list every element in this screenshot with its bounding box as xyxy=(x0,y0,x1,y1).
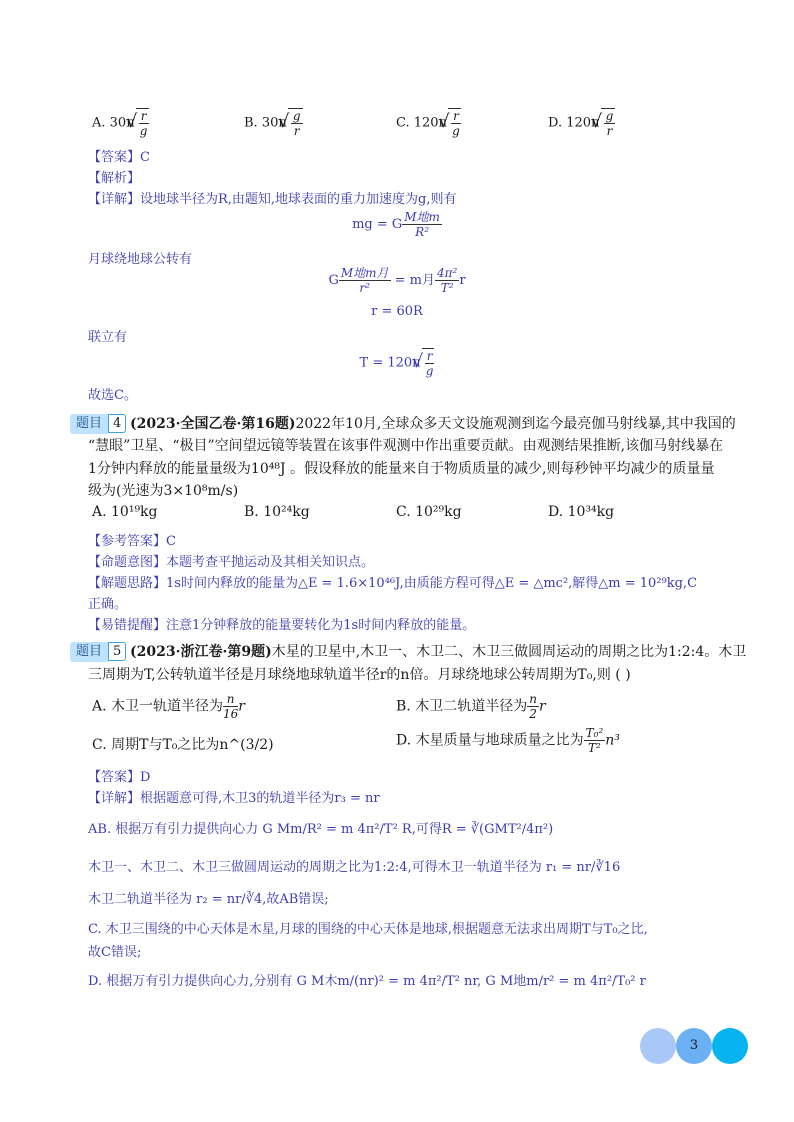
eq2-den: r² xyxy=(359,281,370,295)
q4-line2: “慧眼”卫星、“极目”空间望远镜等装置在该事件观测中作出重要贡献。由观测结果推断,该伽马射线暴在 xyxy=(88,438,724,454)
q3-option-c xyxy=(396,108,461,138)
q4-intent: 【命题意图】本题考查平抛运动及其相关知识点。 xyxy=(88,555,375,570)
page-circle-3 xyxy=(712,1028,748,1064)
q5-option-b-label: B. 木卫二轨道半径为 xyxy=(396,698,528,715)
q5-option-d-label: D. 木星质量与地球质量之比为 xyxy=(396,732,584,749)
q5-tag xyxy=(70,640,126,660)
q4-text-1: 2022年10月,全球众多天文设施观测到迄今最亮伽马射线暴,其中我国的 xyxy=(295,416,736,432)
eq2-mid: = m月 xyxy=(394,273,435,288)
frac-den: 16 xyxy=(223,707,239,721)
q4-approach-2: 正确。 xyxy=(88,597,128,612)
frac-tail: r xyxy=(538,698,546,715)
q5-tag-number: 5 xyxy=(108,642,126,661)
q3-eq4 xyxy=(0,348,794,378)
q5-line2: 三周期为T,公转轨道半径是月球绕地球轨道半径r的n倍。月球绕地球公转周期为T₀,则 ( ) xyxy=(88,667,631,683)
q4-option-d: D. 10³⁴kg xyxy=(548,504,615,520)
option-b-label: B. 30π xyxy=(244,115,287,131)
q5-option-b xyxy=(396,692,546,721)
q5-c-line-2: 故C错误; xyxy=(88,945,142,960)
q3-moon-text: 月球绕地球公转有 xyxy=(88,252,193,267)
eq1-left: mg = G xyxy=(352,217,403,232)
q4-option-a: A. 10¹⁹kg xyxy=(92,504,158,520)
eq4-left: T = 120π xyxy=(359,355,421,371)
q5-option-c: C. 周期T与T₀之比为n^(3/2) xyxy=(92,737,274,753)
q3-answer: 【答案】C xyxy=(88,150,150,165)
frac-den: g xyxy=(139,124,148,138)
frac-num: √ g xyxy=(292,109,301,123)
frac-den: 2 xyxy=(529,707,537,721)
q4-tag-label: 题目 xyxy=(70,414,108,434)
q3-detail: 【详解】设地球半径为R,由题知,地球表面的重力加速度为g,则有 xyxy=(88,192,457,207)
frac-den: r xyxy=(293,124,300,138)
frac-tail: r xyxy=(238,698,245,715)
q5-option-a-label: A. 木卫一轨道半径为 xyxy=(92,698,224,715)
q4-option-b: B. 10²⁴kg xyxy=(244,504,310,520)
frac-num: √ r xyxy=(453,109,459,123)
q4-tag-number: 4 xyxy=(108,414,126,433)
q4-line4: 级为(光速为3×10⁸m/s) xyxy=(88,483,239,499)
eq2-tail: r xyxy=(459,273,466,288)
q5-r2-line: 木卫二轨道半径为 r₂ = nr/∛4,故AB错误; xyxy=(88,892,329,907)
q5-c-line-1: C. 木卫三围绕的中心天体是木星,月球的围绕的中心天体是地球,根据题意无法求出周期T与T₀之比, xyxy=(88,922,648,937)
q5-tag-label: 题目 xyxy=(70,642,108,662)
q5-option-a xyxy=(92,692,245,721)
q4-ref-answer: 【参考答案】C xyxy=(88,534,176,549)
q4-tag xyxy=(70,412,126,432)
frac-num: n xyxy=(529,692,537,706)
frac-den: r xyxy=(606,124,613,138)
q5-d-line: D. 根据万有引力提供向心力,分别有 G M木m/(nr)² = m 4π²/T² nr, G M地m/r² = m 4π²/T₀² r xyxy=(88,974,646,989)
eq2-den2: T² xyxy=(440,281,454,295)
frac-num: T₀² xyxy=(585,726,604,740)
q3-combine: 联立有 xyxy=(88,330,128,345)
frac-tail: n³ xyxy=(605,732,620,749)
q5-answer: 【答案】D xyxy=(88,770,151,785)
frac-den: T² xyxy=(588,741,601,755)
option-d-label: D. 120π xyxy=(548,115,600,131)
page-circle-2 xyxy=(676,1028,712,1064)
q3-analysis: 【解析】 xyxy=(88,171,141,186)
q3-option-d xyxy=(548,108,615,138)
eq2-num2: 4π² xyxy=(437,266,458,280)
eq1-den: R² xyxy=(415,225,430,239)
eq1-num: M地m xyxy=(404,210,440,224)
q4-approach-1: 【解题思路】1s时间内释放的能量为△E = 1.6×10⁴⁶J,由质能方程可得△E = △mc²,解得△m = 10²⁹kg,C xyxy=(88,576,698,591)
q5-period-line: 木卫一、木卫二、木卫三做圆周运动的周期之比为1:2:4,可得木卫一轨道半径为 r₁ = nr/∛16 xyxy=(88,860,621,875)
option-a-label: A. 30π xyxy=(92,115,135,131)
q3-option-a xyxy=(92,108,149,138)
frac-num: √ g xyxy=(605,109,614,123)
eq2-lead: G xyxy=(328,273,339,288)
q3-eq3: r = 60R xyxy=(371,304,423,319)
frac-num: √ r xyxy=(140,109,147,123)
eq2-num: M地m月 xyxy=(340,266,389,280)
q3-option-b xyxy=(244,108,303,138)
q4-line1 xyxy=(130,413,736,433)
page-number: 3 xyxy=(689,1038,699,1053)
q5-source: (2023·浙江卷·第9题) xyxy=(130,644,272,660)
q4-source: (2023·全国乙卷·第16题) xyxy=(130,416,296,432)
frac-num: n xyxy=(223,692,238,707)
q4-tip: 【易错提醒】注意1分钟释放的能量要转化为1s时间内释放的能量。 xyxy=(88,618,476,633)
q3-eq1 xyxy=(0,210,794,239)
q5-detail: 【详解】根据题意可得,木卫3的轨道半径为r₃ = nr xyxy=(88,791,380,806)
q5-option-d xyxy=(396,726,620,755)
eq4-num: √ r xyxy=(426,349,433,363)
q4-line3: 1分钟内释放的能量量级为10⁴⁸J 。假设释放的能量来自于物质质量的减少,则每秒钟平均减少的质量量 xyxy=(88,461,715,477)
q4-option-c: C. 10²⁹kg xyxy=(396,504,462,520)
q5-text-1: 木星的卫星中,木卫一、木卫二、木卫三做圆周运动的周期之比为1:2:4。木卫 xyxy=(271,644,747,660)
page-circle-1 xyxy=(640,1028,676,1064)
q3-eq2 xyxy=(0,266,794,295)
eq4-den: g xyxy=(425,364,434,378)
frac-den: g xyxy=(452,124,460,138)
q5-ab-line: AB. 根据万有引力提供向心力 G Mm/R² = m 4π²/T² R,可得R = ∛(GMT²/4π²) xyxy=(88,822,554,837)
q3-conclusion: 故选C。 xyxy=(88,388,137,403)
q5-line1 xyxy=(130,641,746,661)
option-c-label: C. 120π xyxy=(396,115,448,131)
